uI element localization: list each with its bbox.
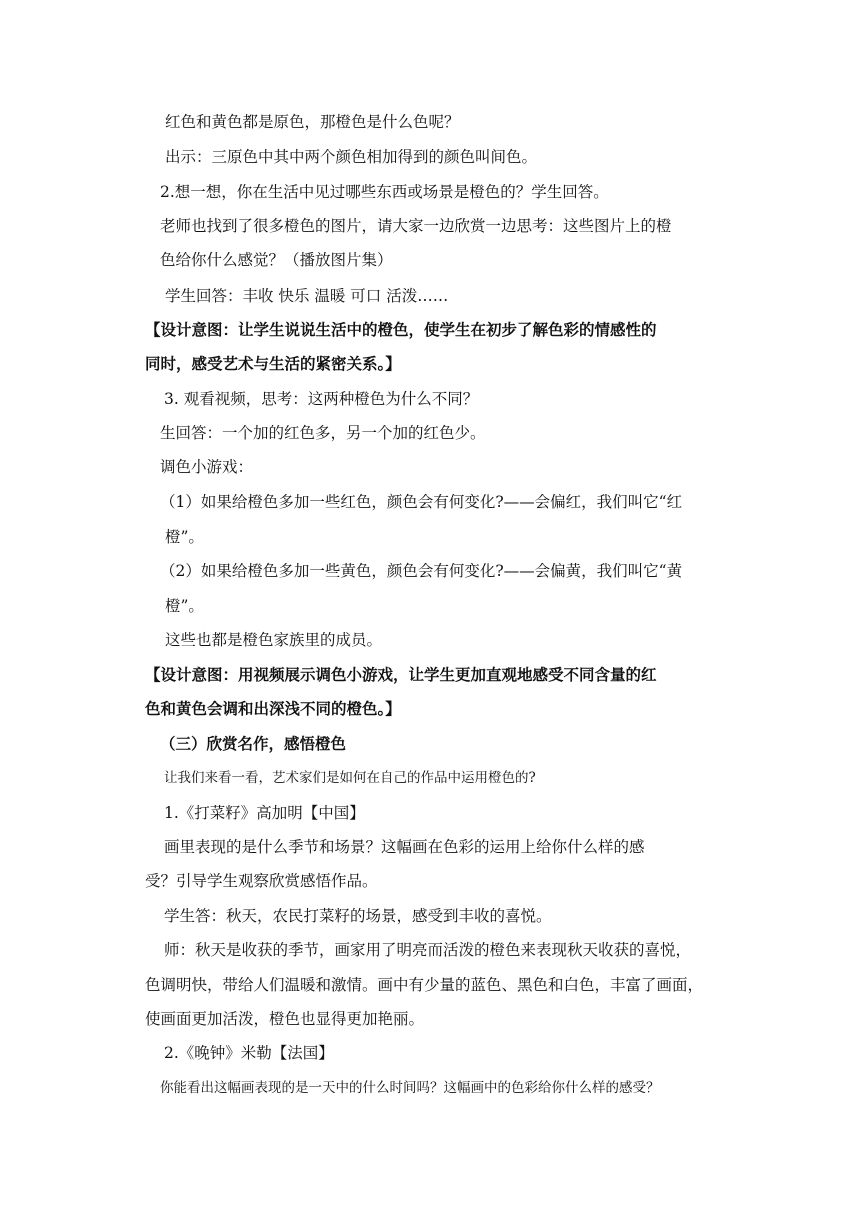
section-heading: （三）欣赏名作，感悟橙色 [160, 734, 347, 753]
text-line: 学生答：秋天，农民打菜籽的场景，感受到丰收的喜悦。 [164, 907, 552, 925]
text-line: 橙”。 [165, 597, 204, 615]
design-intent-note: 【设计意图：让学生说说生活中的橙色，使学生在初步了解色彩的情感性的 [145, 320, 657, 339]
text-line: 生回答：一个加的红色多，另一个加的红色少。 [160, 424, 486, 442]
text-line: 你能看出这幅画表现的是一天中的什么时间吗？这幅画中的色彩给你什么样的感受？ [160, 1080, 660, 1096]
text-line: 色调明快，带给人们温暖和激情。画中有少量的蓝色、黑色和白色，丰富了画面， [145, 976, 704, 994]
design-intent-note: 色和黄色会调和出深浅不同的橙色。】 [145, 699, 401, 718]
text-line: 红色和黄色都是原色，那橙色是什么色呢？ [165, 113, 460, 131]
design-intent-note: 【设计意图：用视频展示调色小游戏，让学生更加直观地感受不同含量的红 [145, 665, 657, 684]
text-line: 画里表现的是什么季节和场景？这幅画在色彩的运用上给你什么样的感 [164, 838, 645, 856]
text-line: 调色小游戏： [160, 458, 254, 476]
text-line: 出示：三原色中其中两个颜色相加得到的颜色叫间色。 [165, 148, 538, 166]
text-line: 学生回答：丰收 快乐 温暖 可口 活泼…… [165, 287, 449, 305]
text-line: 2.想一想，你在生活中见过哪些东西或场景是橙色的？学生回答。 [160, 183, 609, 201]
design-intent-note: 同时，感受艺术与生活的紧密关系。】 [145, 354, 401, 373]
text-line: 使画面更加活泼，橙色也显得更加艳丽。 [145, 1010, 425, 1028]
text-line: 老师也找到了很多橙色的图片，请大家一边欣赏一边思考：这些图片上的橙 [160, 217, 672, 235]
text-line: 让我们来看一看，艺术家们是如何在自己的作品中运用橙色的? [164, 770, 536, 786]
text-line: 这些也都是橙色家族里的成员。 [165, 631, 383, 649]
artwork-title: 1.《打菜籽》高加明【中国】 [164, 804, 365, 822]
text-line: 色给你什么感觉？（播放图片集） [160, 251, 393, 269]
text-line: 师：秋天是收获的季节，画家用了明亮而活泼的橙色来表现秋天收获的喜悦， [164, 941, 692, 959]
text-line: 3. 观看视频，思考：这两种橙色为什么不同？ [164, 390, 479, 408]
text-line: （2）如果给橙色多加一些黄色，颜色会有何变化?——会偏黄，我们叫它“黄 [160, 562, 683, 580]
text-line: 橙”。 [165, 528, 204, 546]
text-line: 受？引导学生观察欣赏感悟作品。 [145, 872, 378, 890]
text-line: （1）如果给橙色多加一些红色，颜色会有何变化?——会偏红，我们叫它“红 [160, 493, 683, 511]
artwork-title: 2.《晚钟》米勒【法国】 [164, 1044, 334, 1062]
